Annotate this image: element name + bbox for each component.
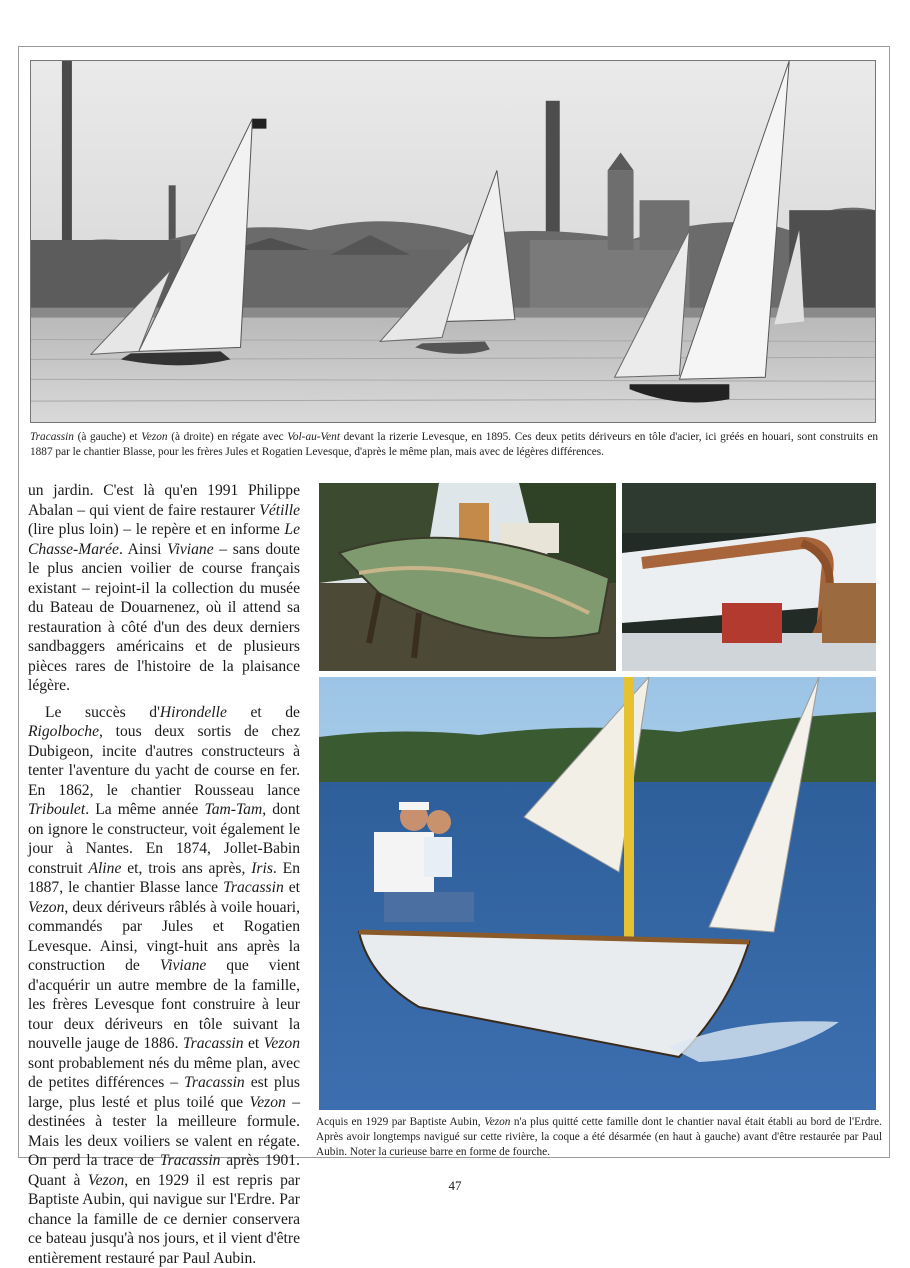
text-run: – destinées à tester la meilleure formule. Mais les deux voiliers se valent en régate. On perd la trace de: [28, 1094, 300, 1170]
text-run: après 1901. Quant à: [28, 1152, 300, 1189]
italic-title-run: Viviane: [167, 541, 213, 558]
italic-title-run: Triboulet: [28, 801, 85, 818]
overturned-hull-photo: [319, 483, 616, 671]
page-number: 47: [0, 1178, 910, 1194]
text-run: et: [244, 1035, 264, 1052]
fork-tiller-photo: [622, 483, 876, 671]
text-run: et de: [227, 704, 300, 721]
italic-title-run: Vezon: [264, 1035, 300, 1052]
article-body: [28, 481, 300, 1268]
text-run: . La même année: [85, 801, 204, 818]
text-run: – sans doute le plus ancien voilier de course français existant – rejoint-il la collection du musée du Bateau de Douarnenez, où il attend sa restauration à côté d'un des deux derniers sandbaggers américains et de plusieurs pièces rares de l'histoire de la plaisance légère.: [28, 541, 300, 695]
text-run: Le succès d': [45, 704, 160, 721]
text-run: Acquis en 1929 par Baptiste Aubin,: [316, 1116, 484, 1128]
text-run: est plus large, plus lesté et plus toilé que: [28, 1074, 300, 1111]
text-run: et, trois ans après,: [121, 860, 251, 877]
italic-title-run: Iris: [251, 860, 273, 877]
text-run: . Ainsi: [119, 541, 167, 558]
text-run: , deux dériveurs râblés à voile houari, commandés par Jules et Rogatien Levesque. Ainsi, vingt-huit ans après la construction de: [28, 899, 300, 975]
italic-title-run: Tracassin: [223, 879, 284, 896]
italic-title-run: Hirondelle: [160, 704, 227, 721]
italic-title-run: Vezon: [484, 1116, 510, 1128]
italic-title-run: Vétille: [259, 502, 300, 519]
italic-title-run: Rigolboche: [28, 723, 99, 740]
vezon-sailing-photo: [319, 677, 876, 1110]
italic-title-run: Vezon: [249, 1094, 285, 1111]
italic-title-run: Tracassin: [183, 1035, 244, 1052]
italic-title-run: Le Chasse-Marée: [28, 521, 300, 558]
text-run: (lire plus loin) – le repère et en informe: [28, 521, 284, 538]
text-run: , dont on ignore le constructeur, voit également le jour à Nantes. En 1874, Jollet-Babin construit: [28, 801, 300, 877]
italic-title-run: Tracassin: [160, 1152, 221, 1169]
text-run: , en 1929 il est repris par Baptiste Aubin, qui navigue sur l'Erdre. Par chance la famille de ce dernier conservera ce bateau jusqu'à nos jours, et il vient d'être entièrement restauré par Paul Aubin.: [28, 1172, 300, 1267]
italic-title-run: Vezon: [141, 431, 167, 443]
text-run: . En 1887, le chantier Blasse lance: [28, 860, 300, 897]
text-run: sont probablement nés du même plan, avec de petites différences –: [28, 1055, 300, 1092]
bottom-photos-caption: [316, 1115, 882, 1160]
text-run: (à droite) en régate avec: [168, 431, 288, 443]
top-photo-caption: [30, 430, 878, 460]
text-run: que vient d'acquérir un autre membre de la famille, les frères Levesque font construire à leur tour deux dériveurs en tôle suivant la nouvelle jauge de 1886.: [28, 957, 300, 1052]
italic-title-run: Tam-Tam: [204, 801, 262, 818]
regatta-historical-photo: [30, 60, 876, 423]
text-run: (à gauche) et: [74, 431, 141, 443]
italic-title-run: Tracassin: [184, 1074, 245, 1091]
text-run: devant la rizerie Levesque, en 1895. Ces deux petits dériveurs en tôle d'acier, ici gréés en houari, sont construits en 1887 par le chantier Blasse, pour les frères Jules et Rogatien Levesque, d'après le même plan, mais avec de légères différences.: [30, 431, 878, 458]
italic-title-run: Tracassin: [30, 431, 74, 443]
text-run: n'a plus quitté cette famille dont le chantier naval était établi au bord de l'Erdre. Après avoir longtemps navigué sur cette rivière, la coque a été désarmée (en haut à gauche) avant d'être restaurée par Paul Aubin. Noter la curieuse barre en forme de fourche.: [316, 1116, 882, 1158]
text-run: un jardin. C'est là qu'en 1991 Philippe Abalan – qui vient de faire restaurer: [28, 482, 300, 519]
text-run: et: [284, 879, 300, 896]
text-run: , tous deux sortis de chez Dubigeon, incite d'autres constructeurs à tenter l'aventure du yacht de course en fer. En 1862, le chantier Rousseau lance: [28, 723, 300, 799]
italic-title-run: Vezon: [88, 1172, 124, 1189]
body-paragraph: [28, 481, 300, 696]
italic-title-run: Vezon: [28, 899, 64, 916]
italic-title-run: Aline: [88, 860, 121, 877]
italic-title-run: Vol-au-Vent: [287, 431, 340, 443]
italic-title-run: Viviane: [160, 957, 206, 974]
